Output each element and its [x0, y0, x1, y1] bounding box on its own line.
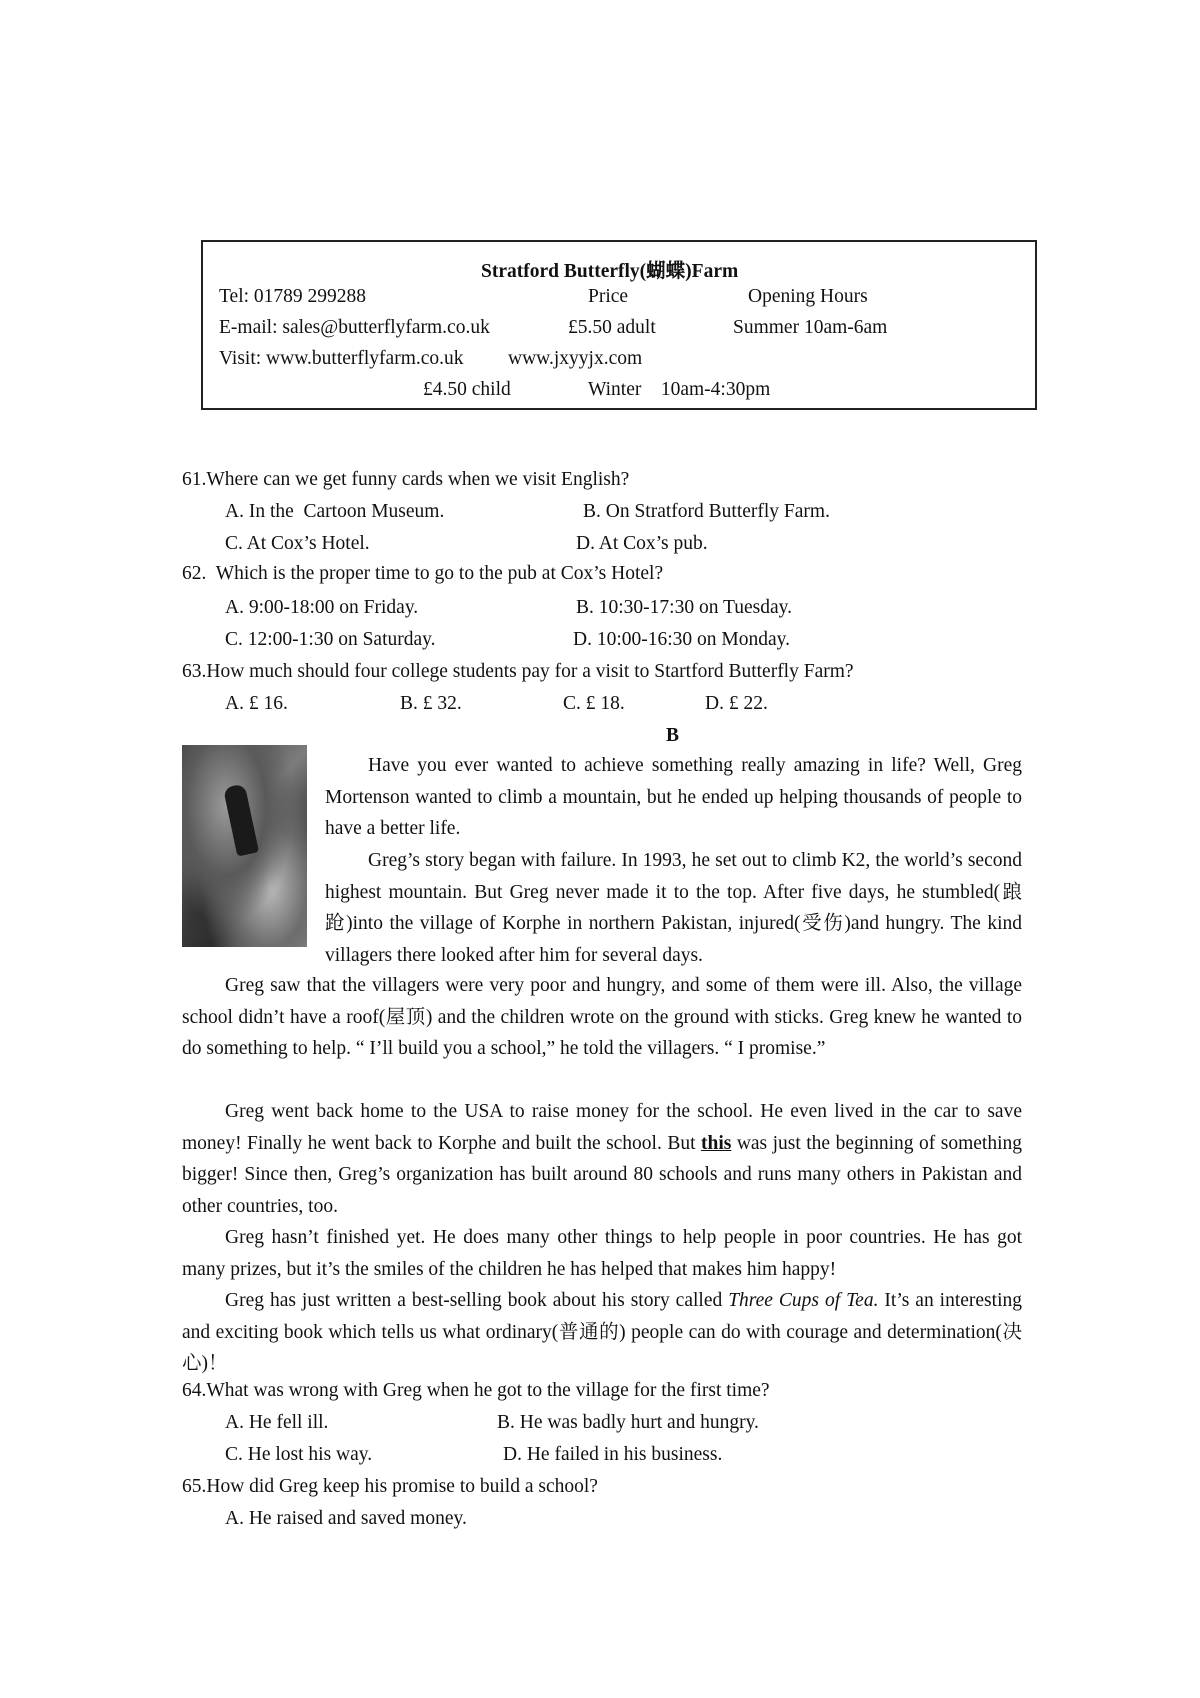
price-adult: £5.50 adult [568, 317, 656, 338]
climber-figure [223, 783, 259, 856]
price-header: Price [588, 286, 629, 307]
passage-p4-before: Greg went back home to the USA to raise money for the school. He even lived in the car to save money! Finally he went back to Korphe and built the school. But [182, 1101, 1022, 1154]
farm-tel: Tel: 01789 299288 [219, 286, 367, 307]
winter-hours: Winter 10am-4:30pm [588, 379, 771, 400]
q62-option-a: A. 9:00-18:00 on Friday. [225, 597, 419, 618]
q63-option-c: C. £ 18. [563, 693, 625, 714]
q62-question: 62. Which is the proper time to go to the pub at Cox’s Hotel? [182, 563, 664, 584]
farm-title: Stratford Butterfly(蝴蝶)Farm [481, 261, 739, 282]
q64-option-a: A. He fell ill. [225, 1412, 329, 1433]
passage-paragraph-4 [182, 1096, 1022, 1222]
q61-question: 61.Where can we get funny cards when we visit English? [182, 469, 630, 490]
climber-photo [182, 745, 307, 947]
q63-option-a: A. £ 16. [225, 693, 288, 714]
q63-option-b: B. £ 32. [400, 693, 462, 714]
farm-email: E-mail: sales@butterflyfarm.co.uk [219, 317, 490, 338]
hours-header: Opening Hours [748, 286, 868, 307]
summer-hours: Summer 10am-6am [733, 317, 888, 338]
q61-option-b: B. On Stratford Butterfly Farm. [583, 501, 830, 522]
q64-question: 64.What was wrong with Greg when he got to the village for the first time? [182, 1380, 770, 1401]
q62-option-b: B. 10:30-17:30 on Tuesday. [576, 597, 792, 618]
price-child: £4.50 child [423, 379, 511, 400]
passage-p4-after: was just the beginning of something bigger! Since then, Greg’s organization has built around 80 schools and runs many others in Pakistan and other countries, too. [182, 1132, 1022, 1217]
q63-option-d: D. £ 22. [705, 693, 768, 714]
q61-option-c: C. At Cox’s Hotel. [225, 533, 370, 554]
section-b-heading: B [666, 725, 680, 746]
passage-p4-this: this [700, 1132, 732, 1154]
q63-question: 63.How much should four college students pay for a visit to Startford Butterfly Farm? [182, 661, 854, 682]
q64-option-d: D. He failed in his business. [503, 1444, 723, 1465]
passage-p6-before: Greg has just written a best-selling book about his story called [225, 1290, 729, 1311]
q64-option-c: C. He lost his way. [225, 1444, 373, 1465]
q61-option-d: D. At Cox’s pub. [576, 533, 708, 554]
book-title: Three Cups of Tea. [728, 1290, 879, 1311]
q65-question: 65.How did Greg keep his promise to build a school? [182, 1476, 598, 1497]
passage-p6-after: It’s an interesting and exciting book which tells us what ordinary(普通的) people can do with courage and determination(决心)！ [182, 1290, 1022, 1374]
info-box [201, 240, 1037, 410]
q62-option-d: D. 10:00-16:30 on Monday. [573, 629, 791, 650]
q62-option-c: C. 12:00-1:30 on Saturday. [225, 629, 436, 650]
farm-visit: Visit: www.butterflyfarm.co.uk [219, 348, 464, 369]
q61-option-a: A. In the Cartoon Museum. [225, 501, 445, 522]
passage-paragraph-1: Have you ever wanted to achieve something really amazing in life? Well, Greg Mortenson wanted to climb a mountain, but he ended up helping thousands of people to have a better life. [325, 755, 1022, 839]
q64-option-b: B. He was badly hurt and hungry. [497, 1412, 759, 1433]
passage-paragraph-3: Greg saw that the villagers were very poor and hungry, and some of them were ill. Also, the village school didn’t have a roof(屋顶) and the children wrote on the ground with sticks. Greg knew he wanted to do something to help. “ I’ll build you a school,” he told the villagers. “ I promise.” [182, 975, 1022, 1059]
passage-paragraph-6 [182, 1285, 1022, 1380]
q65-option-a: A. He raised and saved money. [225, 1508, 467, 1529]
passage-paragraph-2: Greg’s story began with failure. In 1993, he set out to climb K2, the world’s second highest mountain. But Greg never made it to the top. After five days, he stumbled(踉跄)into the village of Korphe in northern Pakistan, injured(受伤)and hungry. The kind villagers there looked after him for several days. [325, 850, 1022, 966]
farm-visit-alt: www.jxyyjx.com [508, 348, 643, 369]
passage-paragraph-5: Greg hasn’t finished yet. He does many other things to help people in poor countries. He has got many prizes, but it’s the smiles of the children he has helped that makes him happy! [182, 1227, 1022, 1280]
